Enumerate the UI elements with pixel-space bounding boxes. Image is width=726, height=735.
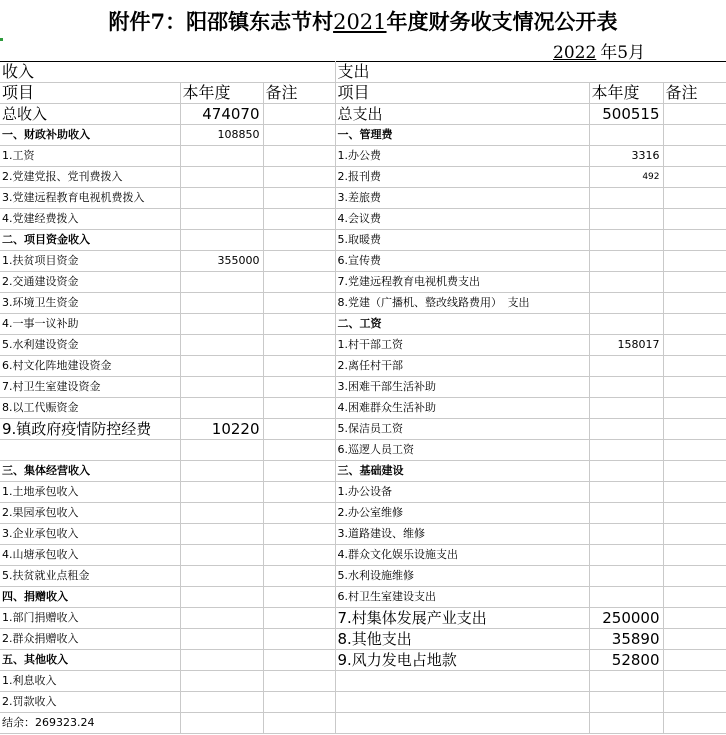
expense-amount-cell <box>589 293 663 314</box>
expense-note-cell <box>663 545 726 566</box>
income-note-cell <box>263 293 335 314</box>
income-note-cell <box>263 230 335 251</box>
expense-amount-cell <box>589 671 663 692</box>
expense-amount-cell <box>589 356 663 377</box>
income-item-cell: 3.党建远程教育电视机费拨入 <box>0 188 180 209</box>
expense-amount-cell <box>589 251 663 272</box>
income-item-cell: 2.党建党报、党刊费拨入 <box>0 167 180 188</box>
expense-item-cell <box>335 671 589 692</box>
income-amount-cell <box>180 524 263 545</box>
income-item-cell: 总收入 <box>0 104 180 125</box>
table-row <box>0 650 726 671</box>
expense-note-cell <box>663 482 726 503</box>
expense-amount-cell: 52800 <box>589 650 663 671</box>
income-note-cell <box>263 167 335 188</box>
table-row <box>0 566 726 587</box>
table-row <box>0 167 726 188</box>
income-item-cell: 2.果园承包收入 <box>0 503 180 524</box>
expense-amount-cell <box>589 545 663 566</box>
expense-item-cell <box>335 713 589 734</box>
income-note-cell <box>263 671 335 692</box>
report-date-month: 年5月 <box>600 43 646 63</box>
expense-amount-cell <box>589 419 663 440</box>
income-note-cell <box>263 272 335 293</box>
income-item-cell: 4.一事一议补助 <box>0 314 180 335</box>
expense-note-cell <box>663 524 726 545</box>
income-item-cell: 8.以工代赈资金 <box>0 398 180 419</box>
expense-note-cell <box>663 398 726 419</box>
income-amount-cell <box>180 461 263 482</box>
income-note-cell <box>263 356 335 377</box>
income-amount-cell <box>180 566 263 587</box>
income-amount-cell <box>180 482 263 503</box>
expense-amount-cell <box>589 566 663 587</box>
expense-note-cell <box>663 167 726 188</box>
expense-amount-cell <box>589 713 663 734</box>
expense-note-cell <box>663 125 726 146</box>
expense-note-cell <box>663 650 726 671</box>
finance-table <box>0 61 726 734</box>
title-suffix: 年度财务收支情况公开表 <box>386 9 618 34</box>
expense-note-cell <box>663 230 726 251</box>
expense-item-cell: 6.巡逻人员工资 <box>335 440 589 461</box>
income-item-cell: 结余：269323.24 <box>0 713 180 734</box>
expense-note-cell <box>663 377 726 398</box>
expense-item-cell: 三、基础建设 <box>335 461 589 482</box>
table-row <box>0 713 726 734</box>
income-amount-cell: 108850 <box>180 125 263 146</box>
expense-note-cell <box>663 146 726 167</box>
section-row <box>0 62 726 83</box>
expense-note-cell <box>663 629 726 650</box>
table-row <box>0 587 726 608</box>
table-row <box>0 188 726 209</box>
expense-item-cell: 6.宣传费 <box>335 251 589 272</box>
expense-note-cell <box>663 209 726 230</box>
income-amount-cell <box>180 293 263 314</box>
expense-item-cell: 5.取暖费 <box>335 230 589 251</box>
income-amount-header: 本年度 <box>180 83 263 104</box>
income-item-cell: 二、项目资金收入 <box>0 230 180 251</box>
expense-amount-cell <box>589 188 663 209</box>
table-row <box>0 314 726 335</box>
income-note-cell <box>263 251 335 272</box>
income-amount-cell <box>180 398 263 419</box>
expense-item-cell: 2.离任村干部 <box>335 356 589 377</box>
income-amount-cell <box>180 671 263 692</box>
income-note-cell <box>263 146 335 167</box>
expense-item-cell: 5.保洁员工资 <box>335 419 589 440</box>
income-amount-cell <box>180 608 263 629</box>
table-row <box>0 482 726 503</box>
expense-note-cell <box>663 419 726 440</box>
income-amount-cell <box>180 503 263 524</box>
report-date-year: 2022 <box>553 43 597 63</box>
income-note-cell <box>263 461 335 482</box>
expense-section-label: 支出 <box>335 62 726 83</box>
income-item-header: 项目 <box>0 83 180 104</box>
expense-amount-header: 本年度 <box>589 83 663 104</box>
table-row <box>0 398 726 419</box>
income-note-cell <box>263 398 335 419</box>
income-item-cell: 五、其他收入 <box>0 650 180 671</box>
income-amount-cell <box>180 650 263 671</box>
expense-item-cell: 3.道路建设、维修 <box>335 524 589 545</box>
expense-note-cell <box>663 503 726 524</box>
income-amount-cell <box>180 272 263 293</box>
expense-amount-cell <box>589 587 663 608</box>
income-item-cell: 7.村卫生室建设资金 <box>0 377 180 398</box>
cell-marker <box>0 38 3 41</box>
income-amount-cell <box>180 146 263 167</box>
table-row <box>0 335 726 356</box>
expense-note-cell <box>663 713 726 734</box>
expense-amount-cell <box>589 440 663 461</box>
income-amount-cell: 355000 <box>180 251 263 272</box>
expense-item-cell: 8.党建（广播机、整改线路费用） 支出 <box>335 293 589 314</box>
title-prefix: 附件7：阳邵镇东志节村 <box>108 9 334 34</box>
income-note-cell <box>263 587 335 608</box>
income-amount-cell: 474070 <box>180 104 263 125</box>
expense-amount-cell <box>589 398 663 419</box>
expense-note-cell <box>663 356 726 377</box>
income-note-cell <box>263 524 335 545</box>
income-amount-cell <box>180 545 263 566</box>
expense-amount-cell <box>589 461 663 482</box>
income-note-cell <box>263 209 335 230</box>
income-item-cell: 6.村文化阵地建设资金 <box>0 356 180 377</box>
income-note-cell <box>263 482 335 503</box>
income-note-cell <box>263 419 335 440</box>
income-note-cell <box>263 629 335 650</box>
income-note-cell <box>263 545 335 566</box>
expense-note-cell <box>663 566 726 587</box>
income-item-cell: 1.工资 <box>0 146 180 167</box>
expense-amount-cell <box>589 272 663 293</box>
table-row <box>0 545 726 566</box>
expense-note-cell <box>663 608 726 629</box>
table-row <box>0 104 726 125</box>
expense-note-cell <box>663 272 726 293</box>
income-note-cell <box>263 335 335 356</box>
income-item-cell: 2.交通建设资金 <box>0 272 180 293</box>
expense-item-cell: 1.办公费 <box>335 146 589 167</box>
expense-amount-cell <box>589 503 663 524</box>
expense-item-cell: 3.差旅费 <box>335 188 589 209</box>
expense-item-cell: 5.水利设施维修 <box>335 566 589 587</box>
expense-item-cell: 总支出 <box>335 104 589 125</box>
expense-item-cell: 8.其他支出 <box>335 629 589 650</box>
expense-note-cell <box>663 188 726 209</box>
expense-amount-cell: 3316 <box>589 146 663 167</box>
income-amount-cell <box>180 377 263 398</box>
income-item-cell: 4.山塘承包收入 <box>0 545 180 566</box>
expense-note-cell <box>663 587 726 608</box>
report-date <box>549 38 645 63</box>
table-row <box>0 356 726 377</box>
expense-note-cell <box>663 314 726 335</box>
table-row <box>0 377 726 398</box>
income-amount-cell <box>180 440 263 461</box>
income-amount-cell <box>180 356 263 377</box>
expense-item-cell: 2.办公室维修 <box>335 503 589 524</box>
expense-amount-cell: 158017 <box>589 335 663 356</box>
income-note-cell <box>263 125 335 146</box>
income-amount-cell <box>180 209 263 230</box>
income-amount-cell <box>180 230 263 251</box>
expense-amount-cell <box>589 314 663 335</box>
expense-item-cell: 一、管理费 <box>335 125 589 146</box>
income-note-cell <box>263 188 335 209</box>
income-section-label: 收入 <box>0 62 335 83</box>
income-item-cell: 四、捐赠收入 <box>0 587 180 608</box>
table-row <box>0 440 726 461</box>
income-item-cell: 5.水利建设资金 <box>0 335 180 356</box>
income-item-cell: 2.罚款收入 <box>0 692 180 713</box>
expense-note-cell <box>663 671 726 692</box>
income-note-cell <box>263 104 335 125</box>
income-note-cell <box>263 608 335 629</box>
income-item-cell: 3.企业承包收入 <box>0 524 180 545</box>
expense-amount-cell <box>589 377 663 398</box>
income-item-cell: 5.扶贫就业点租金 <box>0 566 180 587</box>
income-amount-cell <box>180 314 263 335</box>
expense-item-cell: 1.办公设备 <box>335 482 589 503</box>
income-amount-cell <box>180 335 263 356</box>
income-note-cell <box>263 566 335 587</box>
header-row <box>0 83 726 104</box>
table-row <box>0 629 726 650</box>
expense-note-cell <box>663 692 726 713</box>
table-row <box>0 146 726 167</box>
income-item-cell: 一、财政补助收入 <box>0 125 180 146</box>
income-item-cell: 1.利息收入 <box>0 671 180 692</box>
expense-item-cell: 4.困难群众生活补助 <box>335 398 589 419</box>
income-item-cell: 4.党建经费拨入 <box>0 209 180 230</box>
title-year: 2021 <box>333 10 387 34</box>
table-row <box>0 461 726 482</box>
expense-amount-cell: 492 <box>589 167 663 188</box>
expense-amount-cell <box>589 482 663 503</box>
table-row <box>0 524 726 545</box>
table-row <box>0 692 726 713</box>
table-row <box>0 125 726 146</box>
income-amount-cell <box>180 713 263 734</box>
expense-item-cell <box>335 692 589 713</box>
expense-item-cell: 1.村干部工资 <box>335 335 589 356</box>
expense-amount-cell <box>589 230 663 251</box>
expense-note-cell <box>663 104 726 125</box>
table-row <box>0 209 726 230</box>
expense-item-cell: 3.困难干部生活补助 <box>335 377 589 398</box>
expense-amount-cell <box>589 524 663 545</box>
income-note-cell <box>263 377 335 398</box>
expense-note-cell <box>663 461 726 482</box>
income-item-cell: 2.群众捐赠收入 <box>0 629 180 650</box>
income-amount-cell <box>180 188 263 209</box>
income-note-cell <box>263 314 335 335</box>
income-amount-cell <box>180 692 263 713</box>
document-title <box>0 6 726 36</box>
income-item-cell: 1.土地承包收入 <box>0 482 180 503</box>
table-row <box>0 251 726 272</box>
expense-item-cell: 9.风力发电占地款 <box>335 650 589 671</box>
income-note-cell <box>263 650 335 671</box>
expense-item-header: 项目 <box>335 83 589 104</box>
income-amount-cell <box>180 629 263 650</box>
table-row <box>0 419 726 440</box>
income-amount-cell: 10220 <box>180 419 263 440</box>
expense-amount-cell <box>589 209 663 230</box>
expense-amount-cell <box>589 125 663 146</box>
expense-note-cell <box>663 335 726 356</box>
income-note-cell <box>263 440 335 461</box>
table-row <box>0 230 726 251</box>
expense-item-cell: 二、工资 <box>335 314 589 335</box>
table-row <box>0 671 726 692</box>
expense-note-cell <box>663 251 726 272</box>
table-row <box>0 293 726 314</box>
expense-item-cell: 7.村集体发展产业支出 <box>335 608 589 629</box>
income-note-cell <box>263 713 335 734</box>
expense-amount-cell: 250000 <box>589 608 663 629</box>
income-item-cell: 9.镇政府疫情防控经费 <box>0 419 180 440</box>
income-note-header: 备注 <box>263 83 335 104</box>
expense-amount-cell <box>589 692 663 713</box>
table-row <box>0 503 726 524</box>
expense-item-cell: 6.村卫生室建设支出 <box>335 587 589 608</box>
income-note-cell <box>263 692 335 713</box>
income-item-cell: 3.环境卫生资金 <box>0 293 180 314</box>
income-item-cell: 1.部门捐赠收入 <box>0 608 180 629</box>
table-row <box>0 272 726 293</box>
expense-note-header: 备注 <box>663 83 726 104</box>
expense-item-cell: 4.群众文化娱乐设施支出 <box>335 545 589 566</box>
expense-amount-cell: 500515 <box>589 104 663 125</box>
expense-amount-cell: 35890 <box>589 629 663 650</box>
expense-note-cell <box>663 440 726 461</box>
expense-item-cell: 7.党建远程教育电视机费支出 <box>335 272 589 293</box>
income-item-cell: 1.扶贫项目资金 <box>0 251 180 272</box>
income-item-cell <box>0 440 180 461</box>
income-note-cell <box>263 503 335 524</box>
income-amount-cell <box>180 587 263 608</box>
expense-note-cell <box>663 293 726 314</box>
income-item-cell: 三、集体经营收入 <box>0 461 180 482</box>
expense-item-cell: 2.报刊费 <box>335 167 589 188</box>
expense-item-cell: 4.会议费 <box>335 209 589 230</box>
income-amount-cell <box>180 167 263 188</box>
table-row <box>0 608 726 629</box>
